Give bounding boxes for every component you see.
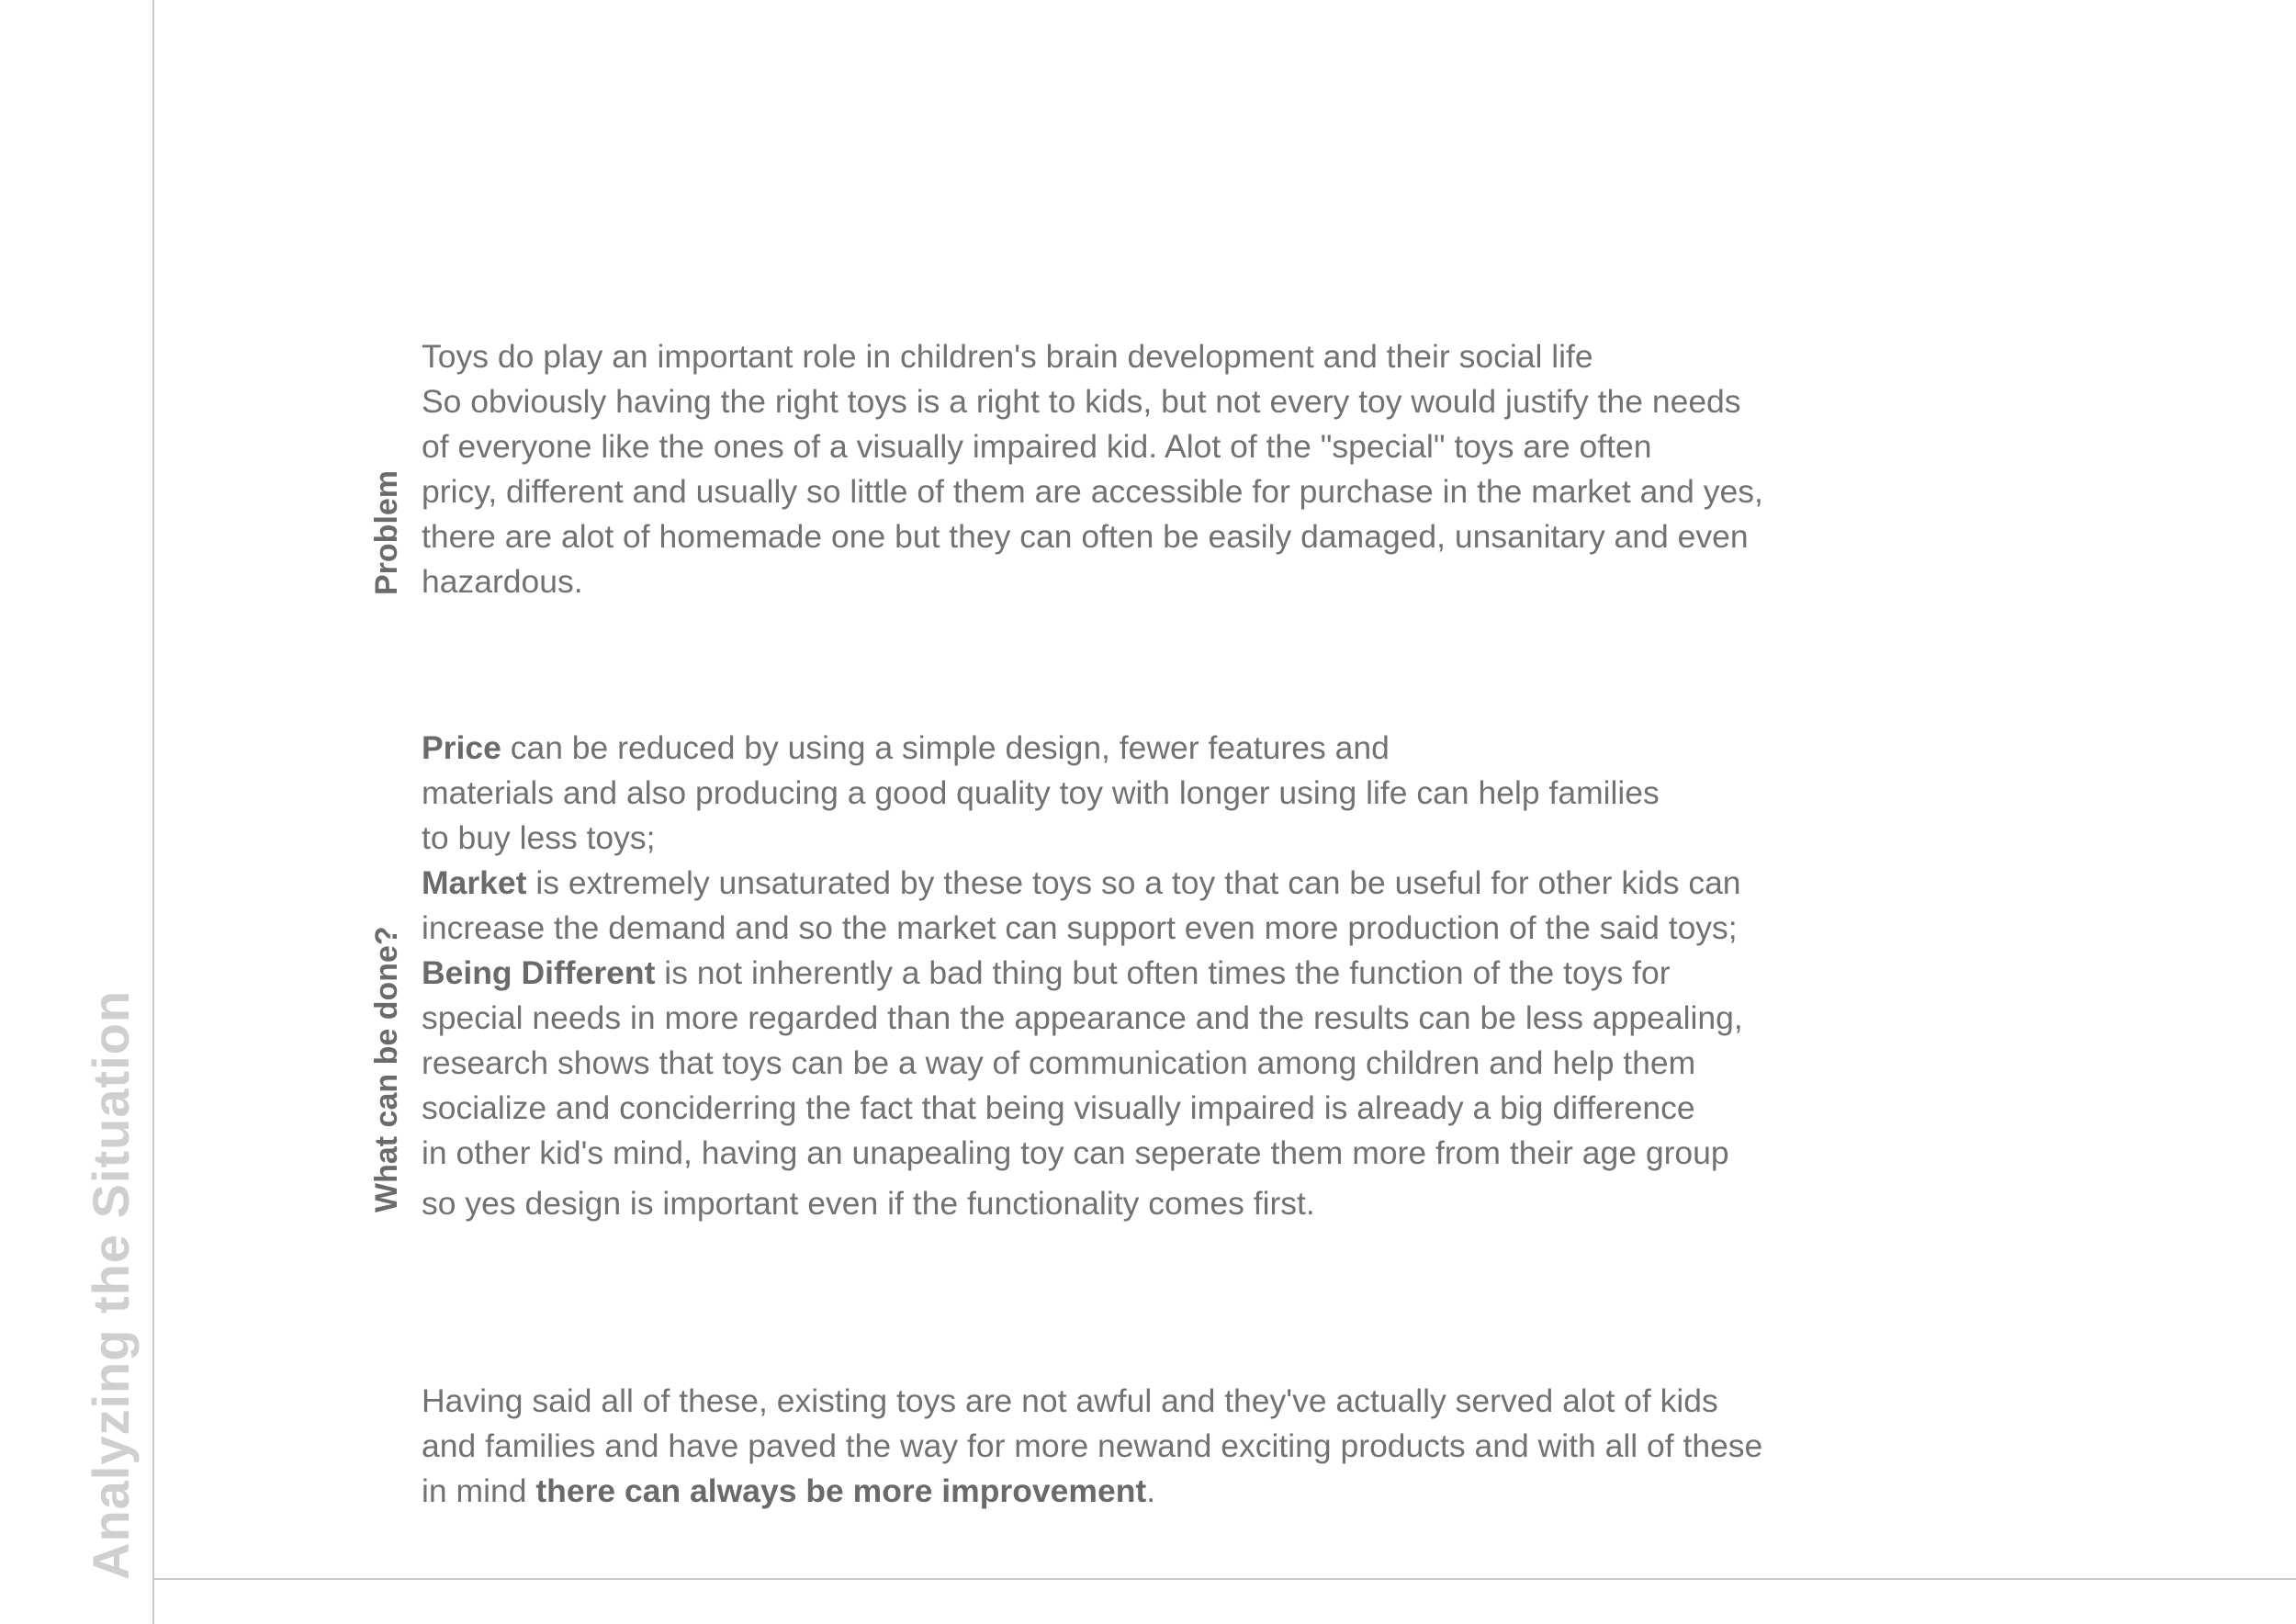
page-side-title: Analyzing the Situation (82, 989, 140, 1580)
different-line: so yes design is important even if the functionality comes first. (422, 1185, 1315, 1222)
price-line: materials and also producing a good quality toy with longer using life can help families (422, 774, 1660, 811)
problem-paragraph (422, 334, 1763, 604)
conclusion-paragraph (422, 1379, 1762, 1514)
market-keyword: Market (422, 864, 527, 901)
price-keyword: Price (422, 729, 501, 766)
market-line: increase the demand and so the market can support even more production of the said toys; (422, 909, 1738, 946)
different-line: in other kid's mind, having an unapealing toy can seperate them more from their age group (422, 1134, 1729, 1171)
conclusion-emphasis: there can always be more improvement (535, 1472, 1147, 1509)
price-line (422, 726, 1743, 771)
different-line: research shows that toys can be a way of communication among children and help them (422, 1044, 1696, 1081)
conclusion-line: Having said all of these, existing toys are not awful and they've actually served alot of kids (422, 1382, 1718, 1419)
problem-line: hazardous. (422, 563, 583, 600)
conclusion-suffix: . (1146, 1472, 1156, 1509)
problem-line: pricy, different and usually so little of them are accessible for purchase in the market and yes, (422, 473, 1763, 510)
left-frame-line (152, 0, 154, 1624)
market-text: is extremely unsaturated by these toys so a toy that can be useful for other kids can (526, 864, 1741, 901)
conclusion-prefix: in mind (422, 1472, 536, 1509)
what-can-be-done-label: What can be done? (369, 926, 404, 1212)
different-text: is not inherently a bad thing but often times the function of the toys for (655, 954, 1671, 991)
different-line (422, 951, 1743, 996)
price-line: to buy less toys; (422, 819, 656, 856)
conclusion-line (422, 1469, 1762, 1514)
problem-label: Problem (369, 469, 404, 595)
problem-line: of everyone like the ones of a visually impaired kid. Alot of the "special" toys are often (422, 428, 1652, 465)
different-line: socialize and conciderring the fact that being visually impaired is already a big difference (422, 1089, 1695, 1126)
bottom-frame-line (152, 1578, 2296, 1580)
what-can-be-done-paragraph (422, 726, 1743, 1226)
conclusion-line: and families and have paved the way for more newand exciting products and with all of these (422, 1427, 1763, 1464)
market-line (422, 861, 1743, 906)
price-text: can be reduced by using a simple design, fewer features and (501, 729, 1390, 766)
different-line: special needs in more regarded than the appearance and the results can be less appealing, (422, 999, 1743, 1036)
problem-line: there are alot of homemade one but they can often be easily damaged, unsanitary and even (422, 518, 1749, 555)
problem-line: Toys do play an important role in children's brain development and their social life (422, 338, 1593, 375)
different-keyword: Being Different (422, 954, 656, 991)
problem-line: So obviously having the right toys is a right to kids, but not every toy would justify the needs (422, 383, 1741, 420)
